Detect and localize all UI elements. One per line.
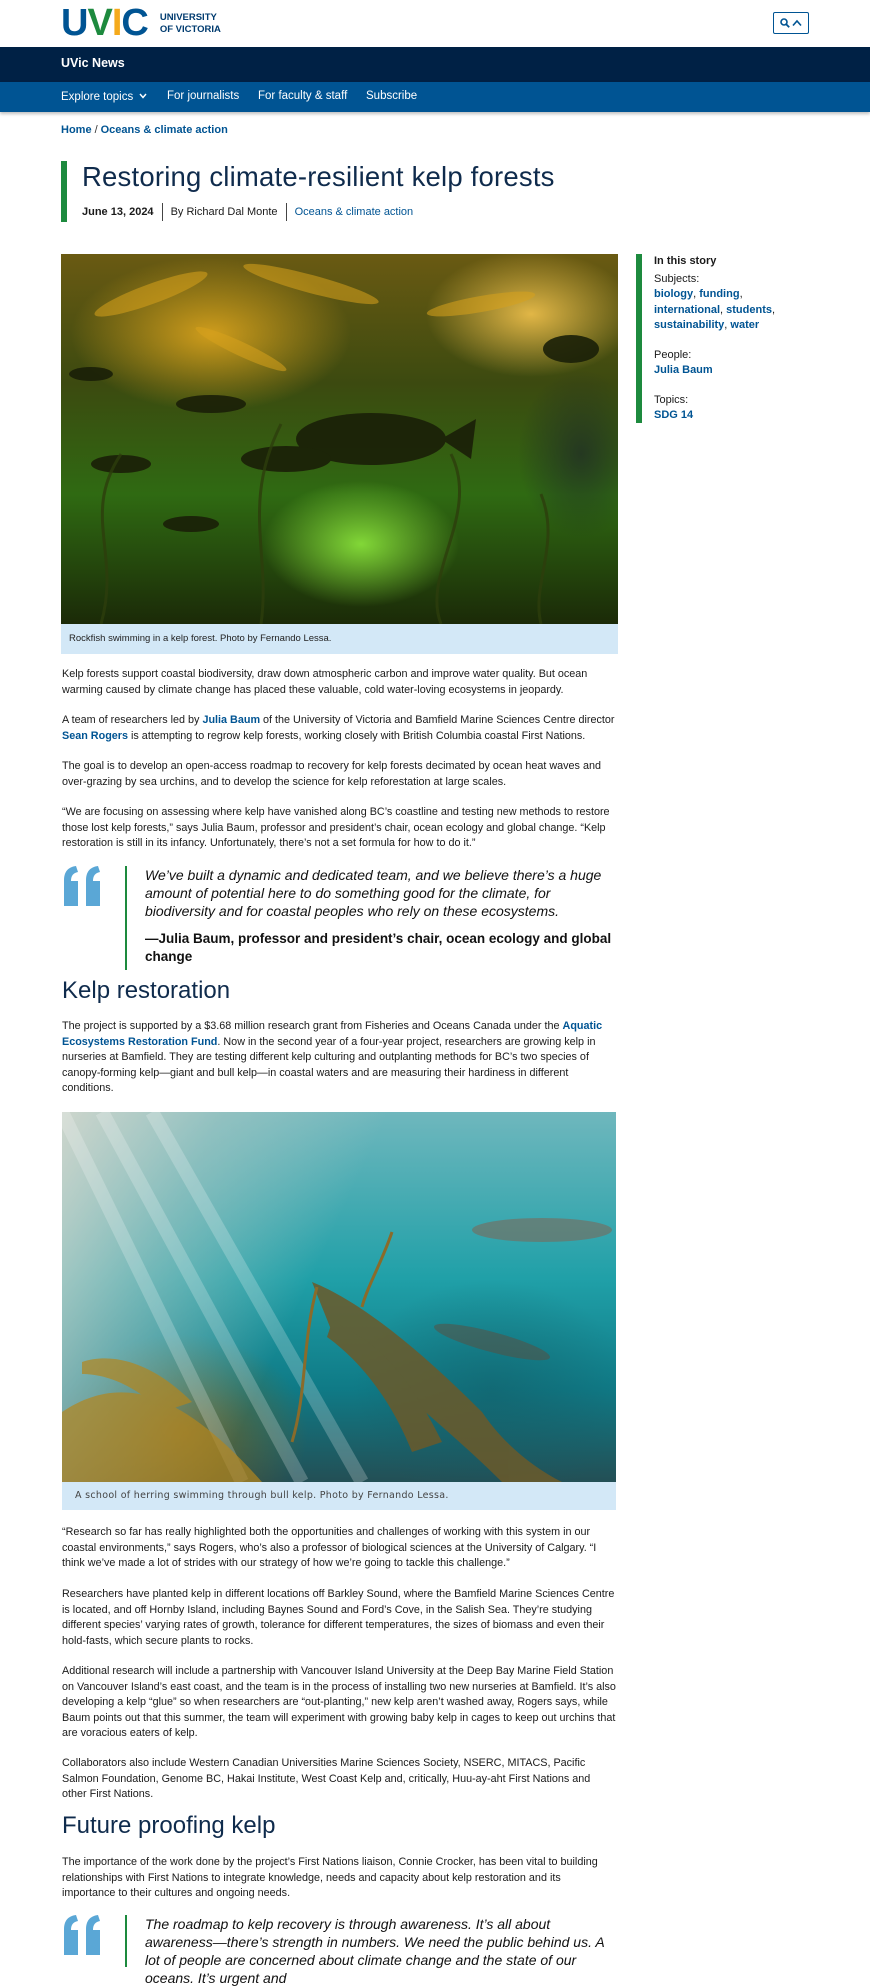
pull-quote: [62, 1915, 617, 1986]
meta-divider: [286, 203, 287, 221]
meta-divider: [162, 203, 163, 221]
breadcrumb-home[interactable]: Home: [61, 124, 92, 136]
search-icon: [780, 18, 790, 28]
subject-link[interactable]: students: [726, 303, 772, 316]
article-paragraph: “We are focusing on assessing where kelp have vanished along BC’s coastline and testing new methods to restore those lost kelp forests,” says Julia Baum, professor and president’s chair, ocean ecology and global change. “Kelp restoration is still in its infancy. Unfortunately, there’s not a set formula for how to do it.”: [62, 806, 610, 849]
aquatic-fund-link[interactable]: Aquatic Ecosystems Restoration Fund: [62, 1020, 603, 1048]
uvic-logo[interactable]: [61, 2, 221, 44]
subjects-list: biology, funding, international, students, sustainability, water: [654, 288, 776, 331]
news-bar: [0, 47, 870, 82]
article-paragraph: Collaborators also include Western Canadian Universities Marine Sciences Society, NSERC, MITACS, Pacific Salmon Foundation, Genome BC, Hakai Institute, West Coast Kelp and, critically, Huu-ay-aht First Nations and other First Nations.: [62, 1757, 591, 1800]
section-title[interactable]: UVic News: [61, 56, 125, 70]
article-paragraph: The importance of the work done by the project’s First Nations liaison, Connie Crocker, has been vital to building relationships with First Nations to integrate knowledge, needs and capacity about kelp restoration and its importance to their cultures and ongoing needs.: [62, 1856, 598, 1899]
article-byline: By Richard Dal Monte: [170, 206, 278, 218]
julia-baum-link[interactable]: Julia Baum: [202, 714, 261, 726]
quote-attribution: —Julia Baum, professor and president’s chair, ocean ecology and global change: [145, 931, 612, 964]
quote-divider: [125, 866, 127, 970]
photo-herring-bull-kelp: [62, 1112, 616, 1482]
subject-link[interactable]: biology: [654, 288, 694, 300]
quote-text: We’ve built a dynamic and dedicated team, and we believe there’s a huge amount of potential here to do something good for the climate, for biodiversity and for coastal peoples who rely on these ecosystems.: [145, 867, 602, 919]
topics-label: Topics:: [654, 393, 689, 406]
article-date: June 13, 2024: [82, 206, 154, 218]
site-header: [0, 0, 870, 47]
chevron-down-icon: [139, 90, 147, 102]
main-nav: [0, 82, 870, 112]
section-heading: Kelp restoration: [62, 977, 231, 1004]
quote-text: The roadmap to kelp recovery is through awareness. It’s all about awareness—there’s strength in numbers. We need the public behind us. A lot of people are concerned about climate change and the state of our oceans. It’s urgent and: [145, 1916, 605, 1986]
nav-for-journalists[interactable]: For journalists: [167, 90, 240, 102]
article-paragraph: Researchers have planted kelp in different locations off Barkley Sound, where the Bamfield Marine Sciences Centre is located, and off Hornby Island, including Baynes Sound and Ford’s Cove, in the Salish Sea. They’re studying different species’ varying rates of growth, tolerance for different temperatures, the sizes of biomass and even their hold-fasts, which secure plants to rocks.: [62, 1588, 615, 1647]
page-title: Restoring climate-resilient kelp forests: [82, 161, 555, 192]
in-this-story-sidebar: [636, 254, 786, 423]
subjects-label: Subjects:: [654, 272, 700, 285]
nav-subscribe[interactable]: Subscribe: [366, 90, 418, 102]
article-paragraph: A team of researchers led by Julia Baum of the University of Victoria and Bamfield Marine Sciences Centre director Sean Rogers is attempting to regrow kelp forests, working closely with British Columbia coastal First Nations.: [62, 714, 615, 742]
topic-link[interactable]: SDG 14: [654, 409, 694, 421]
quote-divider: [125, 1915, 127, 1967]
logo-wordmark: UVIC: [61, 2, 148, 44]
pull-quote: [62, 866, 617, 970]
article-paragraph: “Research so far has really highlighted both the opportunities and challenges of working with this system in our coastal environments,” says Rogers, who’s also a professor of biological sciences at the University of Calgary. “I think we’ve made a lot of strides with our strategy of how we’re going to tackle this challenge.”: [62, 1526, 597, 1569]
hero-caption: Rockfish swimming in a kelp forest. Photo by Fernando Lessa.: [61, 624, 618, 654]
article-topic-link[interactable]: Oceans & climate action: [294, 206, 414, 218]
article-header: [61, 161, 651, 222]
logo-subtitle: UNIVERSITY OF VICTORIA: [159, 11, 221, 35]
article-meta: [82, 203, 651, 221]
nav-for-faculty-staff[interactable]: For faculty & staff: [258, 90, 348, 102]
breadcrumb-current[interactable]: Oceans & climate action: [100, 124, 228, 136]
people-label: People:: [654, 348, 692, 361]
nav-explore-topics[interactable]: Explore topics: [61, 90, 147, 103]
subject-link[interactable]: water: [730, 319, 760, 331]
article-paragraph: The goal is to develop an open-access roadmap to recovery for kelp forests decimated by ocean heat waves and over-grazing by sea urchins, and to develop the science for kelp reforestation at large scales.: [62, 760, 601, 788]
quote-mark-icon: [62, 866, 104, 906]
subject-link[interactable]: funding: [699, 288, 740, 300]
breadcrumb: [61, 124, 228, 136]
breadcrumb-separator: /: [94, 124, 98, 136]
photo2-caption: A school of herring swimming through bull kelp. Photo by Fernando Lessa.: [62, 1482, 616, 1510]
article-paragraph: Kelp forests support coastal biodiversity, draw down atmospheric carbon and improve water quality. But ocean warming caused by climate change has placed these valuable, cold water-loving ecosystems in jeopardy.: [62, 668, 588, 696]
person-link[interactable]: Julia Baum: [654, 364, 713, 376]
section-heading: Future proofing kelp: [62, 1812, 276, 1839]
chevron-up-icon: [792, 19, 802, 27]
subject-link[interactable]: sustainability: [654, 319, 725, 331]
hero-image-kelp-forest: [61, 254, 618, 624]
subject-link[interactable]: international: [654, 303, 721, 316]
search-menu-toggle[interactable]: [773, 12, 809, 34]
sean-rogers-link[interactable]: Sean Rogers: [62, 729, 129, 742]
quote-mark-icon: [62, 1915, 104, 1955]
sidebar-heading: In this story: [654, 255, 717, 267]
article-paragraph: The project is supported by a $3.68 million research grant from Fisheries and Oceans Canada under the Aquatic Ecosystems Restoration Fund. Now in the second year of a four-year project, researchers are growing kelp in nurseries at Bamfield. They are testing different kelp culturing and outplanting methods for BC’s two species of canopy-forming kelp—giant and bull kelp—in coastal waters and are measuring their hardiness in different conditions.: [62, 1020, 603, 1094]
article-paragraph: Additional research will include a partnership with Vancouver Island University at the Deep Bay Marine Field Station on Vancouver Island’s east coast, and the team is in the process of installing two new nurseries at Bamfield. It’s also developing a kelp “glue” so when researchers are “out-planting,” new kelp aren’t washed away, Rogers says, while Baum points out that this summer, the team will experiment with growing baby kelp in cages to keep out urchins that are voracious eaters of kelp.: [62, 1665, 616, 1739]
